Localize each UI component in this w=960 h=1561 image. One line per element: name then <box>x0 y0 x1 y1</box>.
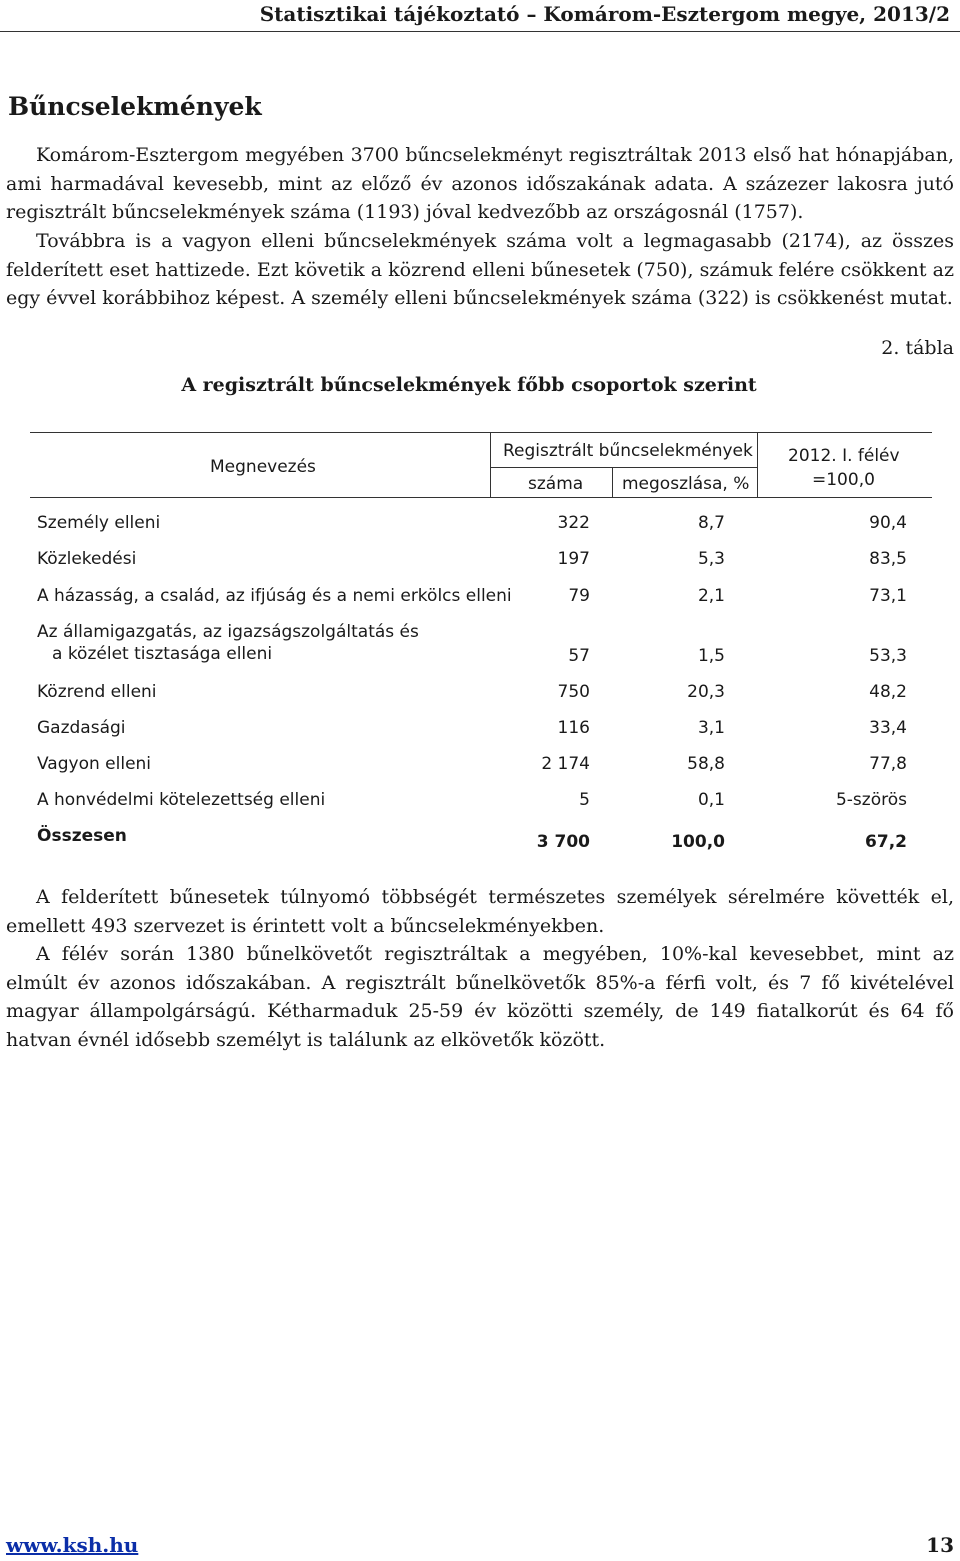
row-index: 33,4 <box>869 718 907 738</box>
header-prev-period: 2012. I. félév <box>788 446 900 466</box>
row-name: Személy elleni <box>37 513 161 533</box>
row-share: 58,8 <box>687 754 725 774</box>
table-header-vrule-1 <box>490 432 491 498</box>
row-count: 79 <box>568 586 590 606</box>
header-registered: Regisztrált bűncselekmények <box>503 441 753 461</box>
total-index: 67,2 <box>865 832 907 852</box>
table-number: 2. tábla <box>881 337 954 359</box>
intro-paragraph-1: Komárom-Esztergom megyében 3700 bűncselekményt regisztráltak 2013 első hat hónapjában, ami harmadával kevesebb, mint az előző év azonos időszakának adata. A százezer lakosra jutó regisztrált bűncselekmények száma (1193) jóval kedvezőbb az országosnál (1757). <box>6 144 954 223</box>
total-share: 100,0 <box>671 832 725 852</box>
section-title: Bűncselekmények <box>8 92 262 121</box>
row-count: 57 <box>568 646 590 666</box>
outro-paragraph-1: A felderített bűnesetek túlnyomó többségét természetes személyek sérelmére követték el, emellett 493 szervezet is érintett volt a bűncselekményekben. <box>6 886 954 937</box>
row-share: 8,7 <box>697 513 725 533</box>
row-share: 20,3 <box>687 682 725 702</box>
intro-paragraph-2: Továbbra is a vagyon elleni bűncselekmények száma volt a legmagasabb (2174), az összes felderített eset hattizede. Ezt követik a közrend elleni bűnesetek (750), számuk felére csökkent az egy évvel korábbihoz képest. A személy elleni bűncselekmények száma (322) is csökkenést mutat. <box>6 230 954 309</box>
header-share: megoszlása, % <box>622 474 750 494</box>
row-index: 5-szörös <box>835 790 907 810</box>
table-header-bottom-rule <box>30 497 932 498</box>
table-row <box>37 754 907 778</box>
row-share: 1,5 <box>697 646 725 666</box>
table-header-vrule-2 <box>612 467 613 498</box>
row-count: 116 <box>557 718 590 738</box>
table-row <box>37 549 907 573</box>
row-name: Közrend elleni <box>37 682 157 702</box>
row-count: 2 174 <box>541 754 590 774</box>
row-name: Gazdasági <box>37 718 126 738</box>
row-index: 48,2 <box>869 682 907 702</box>
table-row <box>37 513 907 537</box>
header-name: Megnevezés <box>210 457 316 477</box>
row-share: 0,1 <box>697 790 725 810</box>
total-name: Összesen <box>37 826 127 846</box>
row-count: 197 <box>557 549 590 569</box>
row-index: 73,1 <box>869 586 907 606</box>
outro-paragraph-2: A félév során 1380 bűnelkövetőt regisztráltak a megyében, 10%-kal kevesebbet, mint az elmúlt év azonos időszakában. A regisztrált bűnelkövetők 85%-a férfi volt, és 7 fő kivételével magyar állampolgárságú. Kétharmaduk 25-59 év közötti személy, de 149 fiatalkorút és 64 fő hatvan évnél idősebb személyt is találunk az elkövetők között. <box>6 943 954 1051</box>
row-index: 90,4 <box>869 513 907 533</box>
total-count: 3 700 <box>536 832 590 852</box>
table-title <box>0 374 960 396</box>
table-row <box>37 790 907 814</box>
row-share: 3,1 <box>697 718 725 738</box>
table-top-rule <box>30 432 932 433</box>
table-row <box>37 586 907 610</box>
row-index: 83,5 <box>869 549 907 569</box>
row-name: Vagyon elleni <box>37 754 152 774</box>
table-row <box>37 718 907 742</box>
row-index: 77,8 <box>869 754 907 774</box>
row-count: 5 <box>579 790 590 810</box>
table-total-row <box>37 826 907 856</box>
footer-website-link[interactable]: www.ksh.hu <box>6 1533 139 1557</box>
table-title-text: A regisztrált bűncselekmények főbb csoportok szerint <box>181 374 757 396</box>
header-prev-base: =100,0 <box>812 470 875 490</box>
row-count: 322 <box>557 513 590 533</box>
row-count: 750 <box>557 682 590 702</box>
row-name-continued: a közélet tisztasága elleni <box>52 644 273 664</box>
row-share: 5,3 <box>697 549 725 569</box>
row-name: A házasság, a család, az ifjúság és a nemi erkölcs elleni <box>37 586 512 606</box>
table-header-mid-rule <box>490 467 758 468</box>
row-name: A honvédelmi kötelezettség elleni <box>37 790 326 810</box>
header-divider <box>0 31 960 32</box>
row-name: Közlekedési <box>37 549 137 569</box>
row-name: Az államigazgatás, az igazságszolgáltatás és <box>37 622 419 642</box>
header-count: száma <box>528 474 584 494</box>
running-title: Statisztikai tájékoztató – Komárom-Esztergom megye, 2013/2 <box>259 2 950 26</box>
table-row <box>37 622 907 666</box>
table-row <box>37 682 907 706</box>
row-share: 2,1 <box>697 586 725 606</box>
table-header-vrule-3 <box>757 432 758 498</box>
row-index: 53,3 <box>869 646 907 666</box>
page-number: 13 <box>926 1533 954 1557</box>
running-header <box>0 0 960 30</box>
